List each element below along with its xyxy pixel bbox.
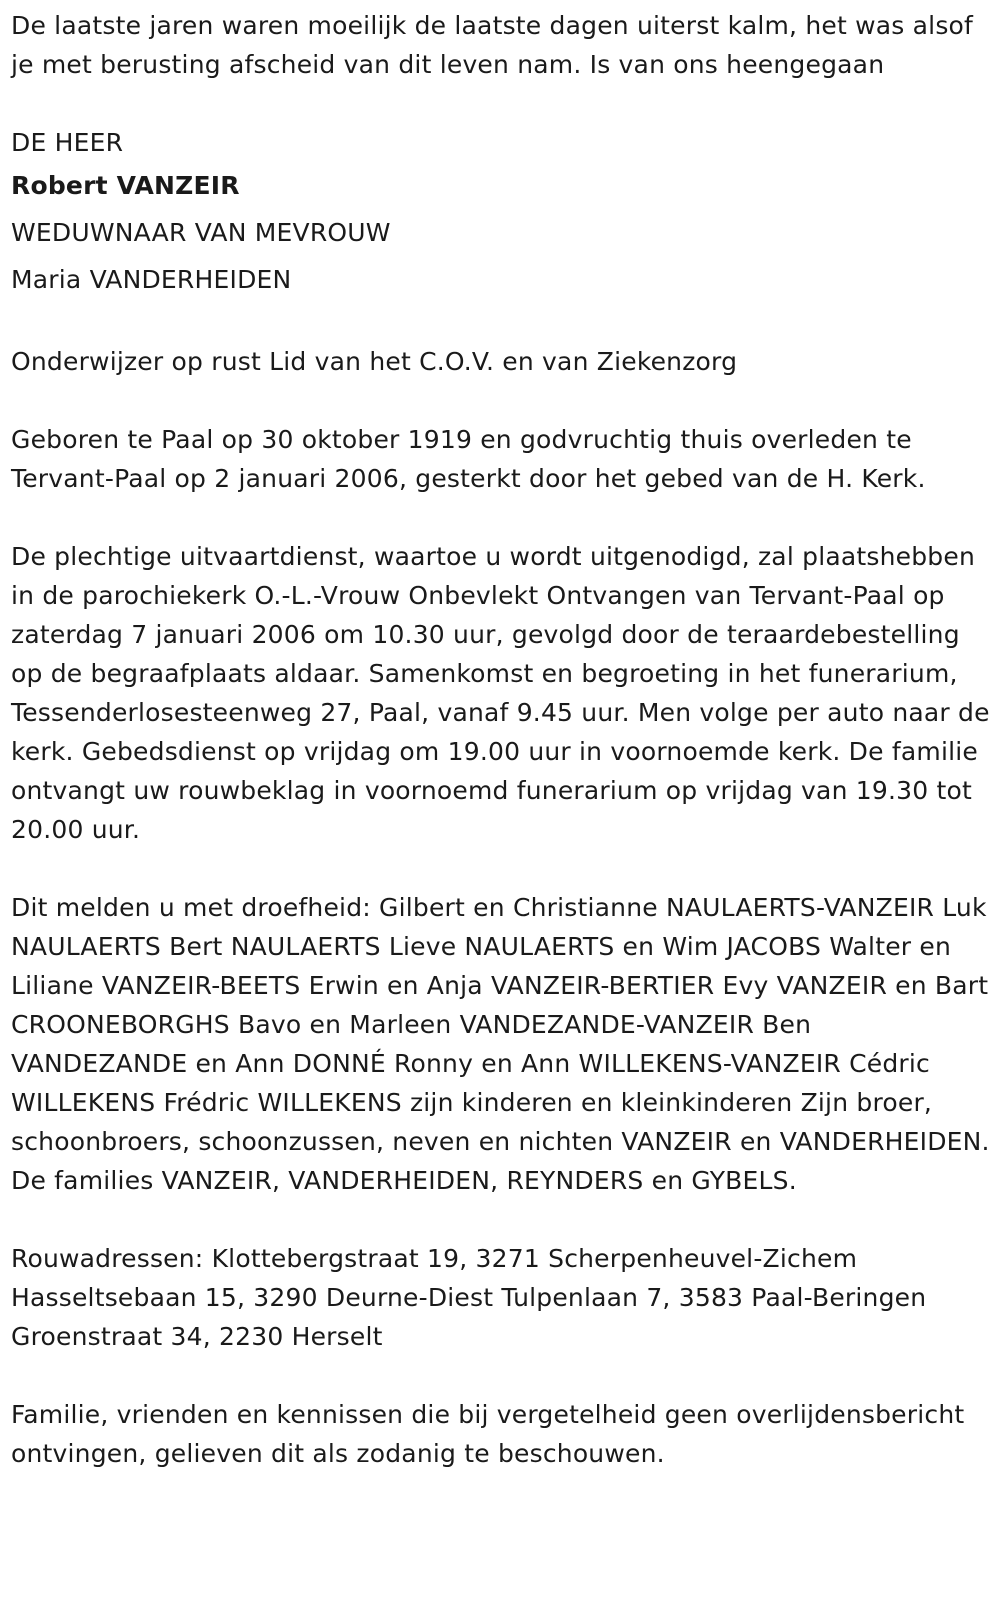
widower-line: WEDUWNAAR VAN MEVROUW bbox=[11, 218, 391, 247]
spacer bbox=[11, 381, 990, 420]
spacer bbox=[11, 1200, 990, 1239]
spacer bbox=[11, 849, 990, 888]
spacer bbox=[11, 1356, 990, 1395]
funeral-paragraph: De plechtige uitvaartdienst, waartoe u wordt uitgenodigd, zal plaatshebben in de parochiekerk O.-L.-Vrouw Onbevlekt Ontvangen van Tervant-Paal op zaterdag 7 januari 2006 om 10.30 uur, gevolgd door de teraardebestelling op de begraafplaats aldaar. Samenkomst en begroeting in het funerarium, Tessenderlosesteenweg 27, Paal, vanaf 9.45 uur. Men volge per auto naar de kerk. Gebedsdienst op vrijdag om 19.00 uur in voornoemde kerk. De familie ontvangt uw rouwbeklag in voornoemd funerarium op vrijdag van 19.30 tot 20.00 uur. bbox=[11, 542, 990, 844]
title-prefix: DE HEER bbox=[11, 128, 124, 157]
family-paragraph: Dit melden u met droefheid: Gilbert en Christianne NAULAERTS-VANZEIR Luk NAULAERTS Bert NAULAERTS Lieve NAULAERTS en Wim JACOBS Walter en Liliane VANZEIR-BEETS Erwin en Anja VANZEIR-BERTIER Evy VANZEIR en Bart CROONEBORGHS Bavo en Marleen VANDEZANDE-VANZEIR Ben VANDEZANDE en Ann DONNÉ Ronny en Ann WILLEKENS-VANZEIR Cédric WILLEKENS Frédric WILLEKENS zijn kinderen en kleinkinderen Zijn broer, schoonbroers, schoonzussen, neven en nichten VANZEIR en VANDERHEIDEN. De families VANZEIR, VANDERHEIDEN, REYNDERS en GYBELS. bbox=[11, 893, 990, 1195]
occupation-line: Onderwijzer op rust Lid van het C.O.V. en van Ziekenzorg bbox=[11, 347, 738, 376]
deceased-name: Robert VANZEIR bbox=[11, 171, 240, 200]
spacer bbox=[11, 84, 990, 123]
closing-paragraph: Familie, vrienden en kennissen die bij vergetelheid geen overlijdensbericht ontvingen, gelieven dit als zodanig te beschouwen. bbox=[11, 1400, 965, 1468]
intro-paragraph: De laatste jaren waren moeilijk de laatste dagen uiterst kalm, het was alsof je met berusting afscheid van dit leven nam. Is van ons heengegaan bbox=[11, 11, 974, 79]
spacer bbox=[11, 498, 990, 537]
addresses-paragraph: Rouwadressen: Klottebergstraat 19, 3271 Scherpenheuvel-Zichem Hasseltsebaan 15, 3290 Deurne-Diest Tulpenlaan 7, 3583 Paal-Beringen Groenstraat 34, 2230 Herselt bbox=[11, 1244, 927, 1351]
spouse-name: Maria VANDERHEIDEN bbox=[11, 265, 292, 294]
birth-death-paragraph: Geboren te Paal op 30 oktober 1919 en godvruchtig thuis overleden te Tervant-Paal op 2 januari 2006, gesterkt door het gebed van de H. Kerk. bbox=[11, 425, 926, 493]
spacer bbox=[11, 303, 990, 342]
